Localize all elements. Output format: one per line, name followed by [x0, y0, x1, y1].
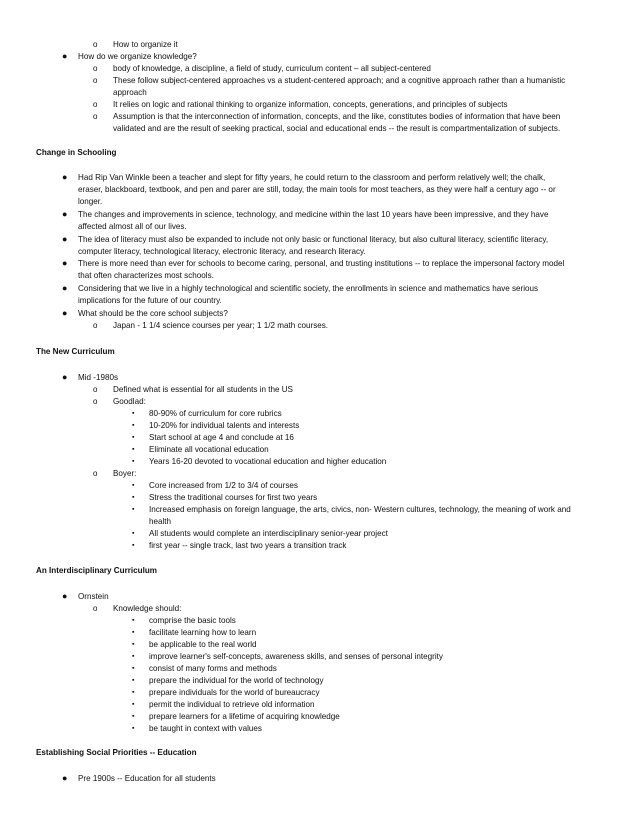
bullet-marker: ● [62, 773, 68, 783]
list-item: Ornstein [78, 592, 109, 601]
bullet-marker: ● [62, 234, 68, 244]
square-marker: ▪ [132, 641, 135, 648]
bullet-marker: ● [62, 258, 68, 268]
bullet-marker: ● [62, 283, 68, 293]
square-marker: ▪ [132, 701, 135, 708]
list-item: Eliminate all vocational education [149, 445, 269, 454]
square-marker: ▪ [132, 677, 135, 684]
circle-marker: o [93, 604, 98, 613]
square-marker: ▪ [132, 689, 135, 696]
section-heading-new-curriculum: The New Curriculum [36, 347, 115, 356]
list-item: Increased emphasis on foreign language, the arts, civics, non- Western cultures, technology, the meaning of work and [149, 505, 571, 514]
square-marker: ▪ [132, 422, 135, 429]
square-marker: ▪ [132, 713, 135, 720]
list-item-continued: validated and are the result of seeking practical, social and educational ends -- the result is compartmentalization of subjects. [113, 124, 561, 133]
list-item: comprise the basic tools [149, 616, 236, 625]
list-item: first year -- single track, last two years a transition track [149, 541, 347, 550]
list-item: Japan - 1 1/4 science courses per year; 1 1/2 math courses. [113, 321, 329, 330]
square-marker: ▪ [132, 482, 135, 489]
circle-marker: o [93, 469, 98, 478]
list-item: How do we organize knowledge? [78, 52, 197, 61]
bullet-marker: ● [62, 591, 68, 601]
list-item-continued: implications for the future of our country. [78, 296, 222, 305]
square-marker: ▪ [132, 446, 135, 453]
list-item: What should be the core school subjects? [78, 309, 228, 318]
list-item: permit the individual to retrieve old information [149, 700, 315, 709]
circle-marker: o [93, 100, 98, 109]
bullet-marker: ● [62, 372, 68, 382]
list-item: facilitate learning how to learn [149, 628, 257, 637]
list-item: Stress the traditional courses for first two years [149, 493, 318, 502]
list-item-continued: that often characterizes most schools. [78, 271, 214, 280]
square-marker: ▪ [132, 530, 135, 537]
list-item: be taught in context with values [149, 724, 262, 733]
list-item: consist of many forms and methods [149, 664, 277, 673]
section-heading-change-in-schooling: Change in Schooling [36, 148, 117, 157]
list-item: prepare learners for a lifetime of acquiring knowledge [149, 712, 340, 721]
list-item-continued: approach [113, 88, 147, 97]
bullet-marker: ● [62, 172, 68, 182]
square-marker: ▪ [132, 665, 135, 672]
list-item: The idea of literacy must also be expanded to include not only basic or functional literacy, but also cultural literacy, scientific literacy, [78, 235, 549, 244]
list-item: All students would complete an interdisciplinary senior-year project [149, 529, 388, 538]
list-item: Pre 1900s -- Education for all students [78, 774, 216, 783]
bullet-marker: ● [62, 51, 68, 61]
bullet-marker: ● [62, 209, 68, 219]
list-item: Years 16-20 devoted to vocational education and higher education [149, 457, 387, 466]
list-item: These follow subject-centered approaches vs a student-centered approach; and a cognitive approach rather than a humanistic [113, 76, 566, 85]
list-item: Considering that we live in a highly technological and scientific society, the enrollments in science and mathematics have serious [78, 284, 539, 293]
list-item: The changes and improvements in science, technology, and medicine within the last 10 years have been impressive, and they have [78, 210, 549, 219]
square-marker: ▪ [132, 506, 135, 513]
list-item: Defined what is essential for all students in the US [113, 385, 293, 394]
list-item: 80-90% of curriculum for core rubrics [149, 409, 282, 418]
list-item: improve learner's self-concepts, awareness skills, and senses of personal integrity [149, 652, 443, 661]
list-item: Mid -1980s [78, 373, 119, 382]
list-item-continued: eraser, blackboard, textbook, and pen and parer are still, today, the main tools for most teachers, as they were half a century ago -- or [78, 185, 556, 194]
list-item: Assumption is that the interconnection of information, concepts, and the like, constitutes bodies of information that have been [113, 112, 561, 121]
list-item: Start school at age 4 and conclude at 16 [149, 433, 294, 442]
list-item: Goodlad: [113, 397, 146, 406]
list-item: 10-20% for individual talents and interests [149, 421, 300, 430]
list-item: It relies on logic and rational thinking to organize information, concepts, generations, and principles of subjects [113, 100, 508, 109]
circle-marker: o [93, 76, 98, 85]
section-heading-interdisciplinary-curriculum: An Interdisciplinary Curriculum [36, 566, 157, 575]
list-item-continued: computer literacy, technological literacy, electronic literacy, and research literacy. [78, 247, 366, 256]
circle-marker: o [93, 397, 98, 406]
section-heading-social-priorities: Establishing Social Priorities -- Education [36, 748, 197, 757]
list-item-continued: health [149, 517, 172, 526]
list-item: Core increased from 1/2 to 3/4 of courses [149, 481, 298, 490]
square-marker: ▪ [132, 629, 135, 636]
list-item-continued: affected almost all of our lives. [78, 222, 187, 231]
list-item-continued: longer. [78, 197, 103, 206]
square-marker: ▪ [132, 653, 135, 660]
circle-marker: o [93, 40, 98, 49]
square-marker: ▪ [132, 542, 135, 549]
list-item: body of knowledge, a discipline, a field of study, curriculum content – all subject-centered [113, 64, 431, 73]
circle-marker: o [93, 64, 98, 73]
list-item: be applicable to the real world [149, 640, 257, 649]
circle-marker: o [93, 385, 98, 394]
list-item: Had Rip Van Winkle been a teacher and slept for fifty years, he could return to the classroom and perform relatively well; the chalk, [78, 173, 546, 182]
list-item: prepare the individual for the world of technology [149, 676, 324, 685]
square-marker: ▪ [132, 494, 135, 501]
circle-marker: o [93, 112, 98, 121]
square-marker: ▪ [132, 434, 135, 441]
square-marker: ▪ [132, 617, 135, 624]
bullet-marker: ● [62, 308, 68, 318]
list-item: How to organize it [113, 40, 178, 49]
square-marker: ▪ [132, 410, 135, 417]
list-item: prepare individuals for the world of bureaucracy [149, 688, 320, 697]
list-item: Knowledge should: [113, 604, 182, 613]
list-item: Boyer: [113, 469, 137, 478]
square-marker: ▪ [132, 458, 135, 465]
list-item: There is more need than ever for schools to become caring, personal, and trusting institutions -- to replace the impersonal factory model [78, 259, 565, 268]
circle-marker: o [93, 321, 98, 330]
square-marker: ▪ [132, 725, 135, 732]
